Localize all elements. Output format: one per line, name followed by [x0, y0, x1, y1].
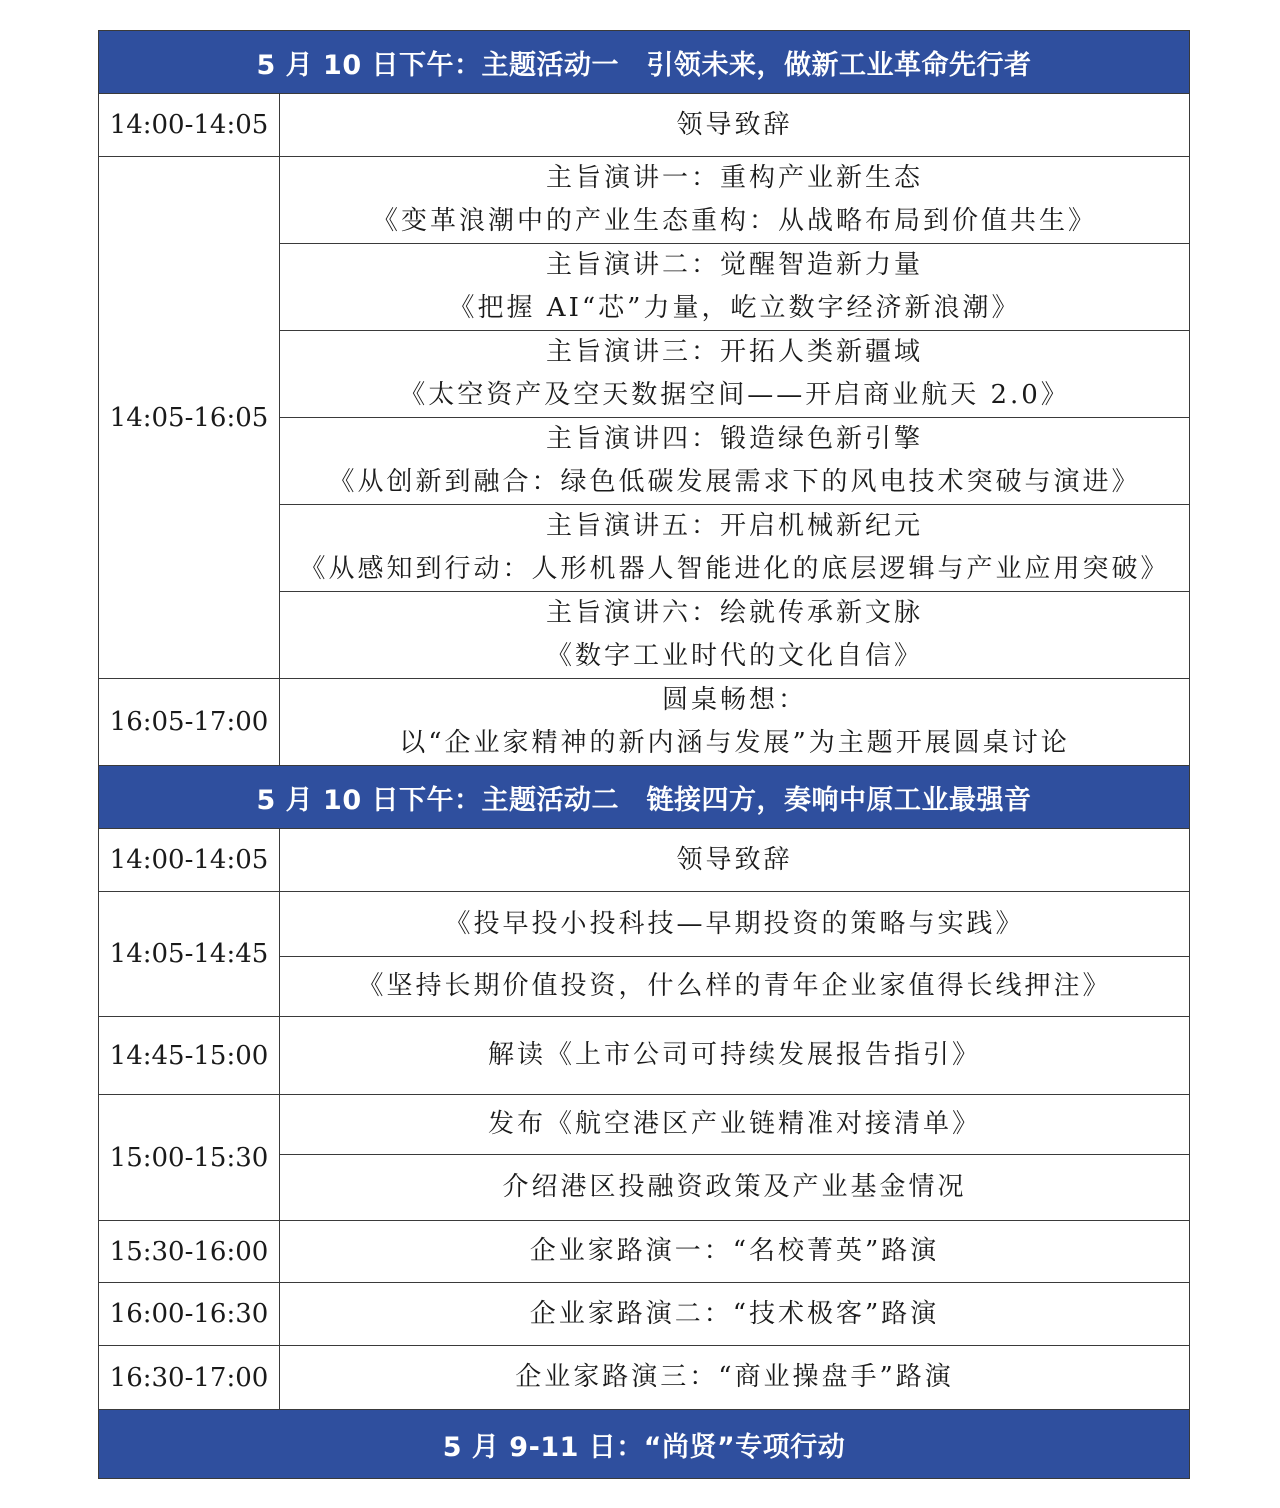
time-slot: 14:05-14:45 — [99, 892, 280, 1017]
agenda-item — [280, 331, 1190, 418]
time-slot: 14:45-15:00 — [99, 1017, 280, 1095]
table-row — [99, 1095, 1190, 1155]
speech-title: 主旨演讲三：开拓人类新疆域 — [545, 337, 923, 367]
speech-title: 主旨演讲五：开启机械新纪元 — [545, 511, 923, 541]
agenda-item — [280, 679, 1190, 766]
table-row — [99, 679, 1190, 766]
speech-topic: 《把握 AI“芯”力量，屹立数字经济新浪潮》 — [448, 293, 1021, 323]
agenda-item — [280, 1221, 1190, 1283]
agenda-text: 解读《上市公司可持续发展报告指引》 — [487, 1040, 981, 1070]
time-slot: 15:00-15:30 — [99, 1095, 280, 1221]
time-slot: 14:05-16:05 — [99, 157, 280, 679]
agenda-text: 企业家路演三：“商业操盘手”路演 — [515, 1362, 954, 1392]
table-row — [99, 1017, 1190, 1095]
time-slot: 16:05-17:00 — [99, 679, 280, 766]
table-row — [99, 892, 1190, 957]
section-title: 5 月 10 日下午：主题活动二 链接四方，奏响中原工业最强音 — [99, 766, 1190, 829]
speech-title: 主旨演讲一：重构产业新生态 — [545, 163, 923, 193]
agenda-item — [280, 1283, 1190, 1346]
time-slot: 14:00-14:05 — [99, 829, 280, 892]
table-row — [99, 1221, 1190, 1283]
table-row — [99, 157, 1190, 244]
time-slot: 16:00-16:30 — [99, 1283, 280, 1346]
agenda-item — [280, 1155, 1190, 1221]
speech-title: 主旨演讲六：绘就传承新文脉 — [545, 598, 923, 628]
agenda-item — [280, 244, 1190, 331]
agenda-text: 企业家路演一：“名校菁英”路演 — [529, 1236, 940, 1266]
section-title: 5 月 9-11 日：“尚贤”专项行动 — [99, 1410, 1190, 1479]
agenda-text: 领导致辞 — [676, 109, 793, 140]
agenda-item — [280, 1017, 1190, 1095]
roundtable-title: 圆桌畅想： — [661, 685, 807, 715]
agenda-text: 发布《航空港区产业链精准对接清单》 — [487, 1109, 981, 1139]
agenda-item — [280, 418, 1190, 505]
table-row — [99, 829, 1190, 892]
speech-title: 主旨演讲四：锻造绿色新引擎 — [545, 424, 923, 454]
time-slot: 16:30-17:00 — [99, 1346, 280, 1410]
section-header — [99, 1410, 1190, 1479]
speech-topic: 《太空资产及空天数据空间——开启商业航天 2.0》 — [399, 380, 1070, 410]
agenda-text: 领导致辞 — [676, 844, 793, 875]
section-header — [99, 766, 1190, 829]
roundtable-topic: 以“企业家精神的新内涵与发展”为主题开展圆桌讨论 — [399, 728, 1070, 758]
agenda-item — [280, 592, 1190, 679]
agenda-item — [280, 892, 1190, 957]
speech-title: 主旨演讲二：觉醒智造新力量 — [545, 250, 923, 280]
speech-topic: 《数字工业时代的文化自信》 — [545, 641, 923, 671]
agenda-item — [280, 505, 1190, 592]
time-slot: 15:30-16:00 — [99, 1221, 280, 1283]
table-row — [99, 1283, 1190, 1346]
agenda-text: 介绍港区投融资政策及产业基金情况 — [502, 1172, 967, 1202]
schedule-table — [98, 30, 1190, 1479]
agenda-text: 《坚持长期价值投资，什么样的青年企业家值得长线押注》 — [357, 971, 1112, 1001]
time-slot: 14:00-14:05 — [99, 94, 280, 157]
agenda-item — [280, 829, 1190, 892]
agenda-text: 企业家路演二：“技术极客”路演 — [529, 1298, 940, 1329]
agenda-item — [280, 1095, 1190, 1155]
table-row — [99, 94, 1190, 157]
table-row — [99, 1346, 1190, 1410]
agenda-item — [280, 1346, 1190, 1410]
speech-topic: 《从创新到融合：绿色低碳发展需求下的风电技术突破与演进》 — [328, 467, 1141, 497]
speech-topic: 《从感知到行动：人形机器人智能进化的底层逻辑与产业应用突破》 — [299, 554, 1170, 584]
section-header — [99, 31, 1190, 94]
agenda-text: 《投早投小投科技—早期投资的策略与实践》 — [444, 908, 1025, 939]
speech-topic: 《变革浪潮中的产业生态重构：从战略布局到价值共生》 — [371, 206, 1097, 236]
agenda-item — [280, 94, 1190, 157]
section-title: 5 月 10 日下午：主题活动一 引领未来，做新工业革命先行者 — [99, 31, 1190, 94]
agenda-item — [280, 957, 1190, 1017]
agenda-item — [280, 157, 1190, 244]
